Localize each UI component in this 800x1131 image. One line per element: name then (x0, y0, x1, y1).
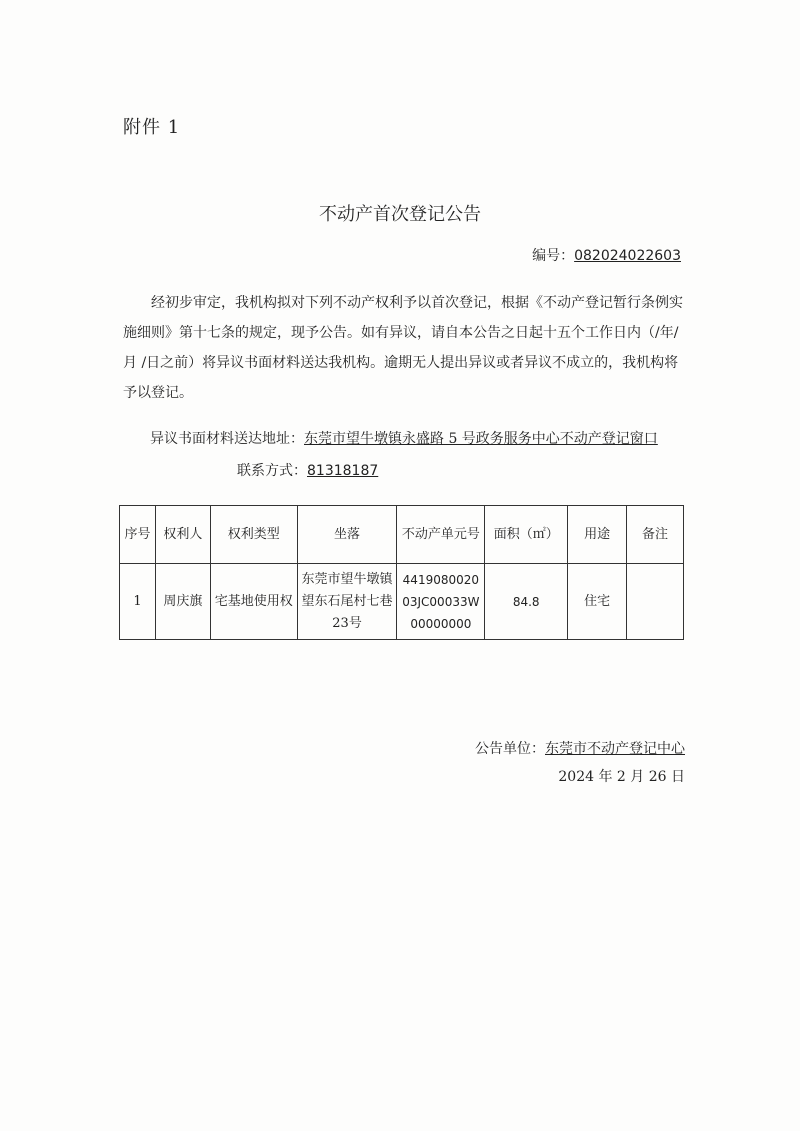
contact-info (237, 460, 378, 480)
cell-usage: 住宅 (568, 564, 627, 640)
header-index: 序号 (120, 506, 156, 564)
objection-address (150, 428, 658, 448)
cell-location: 东莞市望牛墩镇望东石尾村七巷23号 (297, 564, 397, 640)
serial-number (532, 245, 681, 265)
issue-date: 2024 年 2 月 26 日 (558, 769, 685, 785)
header-unit-number: 不动产单元号 (397, 506, 485, 564)
header-right-type: 权利类型 (210, 506, 297, 564)
cell-remarks (627, 564, 684, 640)
address-label: 异议书面材料送达地址： (150, 431, 304, 447)
table-row (120, 564, 684, 640)
address-value: 东莞市望牛墩镇永盛路 5 号政务服务中心不动产登记窗口 (304, 431, 658, 447)
serial-label: 编号： (532, 248, 575, 264)
attachment-label: 附件 1 (123, 117, 181, 138)
cell-area: 84.8 (485, 564, 568, 640)
cell-unit-number: 441908002003JC00033W00000000 (397, 564, 485, 640)
header-area: 面积（㎡） (485, 506, 568, 564)
header-owner: 权利人 (155, 506, 210, 564)
issuer-label: 公告单位： (475, 741, 545, 757)
header-usage: 用途 (568, 506, 627, 564)
contact-label: 联系方式： (237, 463, 307, 479)
header-remarks: 备注 (627, 506, 684, 564)
cell-owner: 周庆旗 (155, 564, 210, 640)
issuer-value: 东莞市不动产登记中心 (545, 741, 685, 757)
contact-value: 81318187 (307, 463, 379, 479)
cell-index: 1 (120, 564, 156, 640)
page-title: 不动产首次登记公告 (319, 204, 481, 225)
table-header-row (120, 506, 684, 564)
cell-right-type: 宅基地使用权 (210, 564, 297, 640)
body-paragraph: 经初步审定，我机构拟对下列不动产权利予以首次登记，根据《不动产登记暂行条例实施细则》第十七条的规定，现予公告。如有异议，请自本公告之日起十五个工作日内（/年/月 /日之前）将异议书面材料送达我机构。逾期无人提出异议或者异议不成立的，我机构将予以登记。 (123, 295, 683, 401)
serial-value: 082024022603 (574, 248, 681, 264)
issuer (475, 738, 685, 758)
header-location: 坐落 (297, 506, 397, 564)
registration-table (119, 505, 684, 640)
